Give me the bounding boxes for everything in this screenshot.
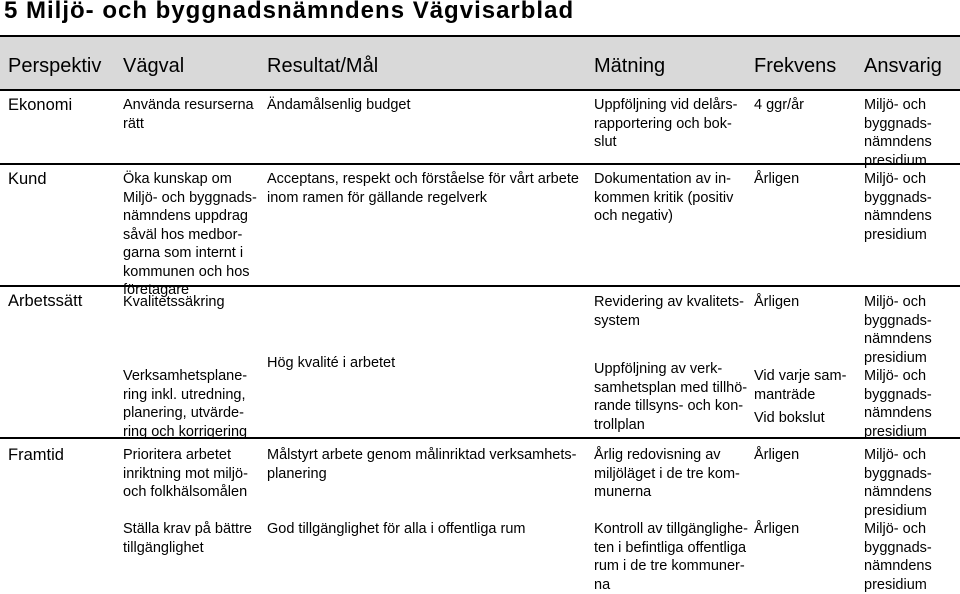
header-matning: Mätning [594,55,666,77]
frekvens-cell: Årligen [754,447,800,463]
frekvens-cell: 4 ggr/år [754,97,804,113]
ansvarig-cell: Miljö- och byggnads- nämndens presidium [864,447,932,519]
matning-cell: Årlig redovisning av miljöläget i de tre kom- munerna [594,447,740,500]
vagval-cell: Ställa krav på bättre tillgänglighet [123,521,252,556]
ansvarig-cell: Miljö- och byggnads- nämndens presidium [864,171,932,243]
header-perspektiv: Perspektiv [8,55,102,77]
header-frekvens: Frekvens [754,55,837,77]
ansvarig-cell: Miljö- och byggnads- nämndens presidium [864,368,932,440]
resultat-cell: Hög kvalité i arbetet [267,355,396,371]
vagval-cell: Verksamhetsplane- ring inkl. utredning, planering, utvärde- ring och korrigering [123,368,248,440]
ansvarig-cell: Miljö- och byggnads- nämndens presidium [864,521,932,593]
frekvens-cell: Årligen [754,521,800,537]
vagval-cell: Prioritera arbetet inriktning mot miljö- och folkhälsomålen [123,447,248,500]
ansvarig-cell: Miljö- och byggnads- nämndens presidium [864,294,932,366]
table-header-border [0,89,960,91]
frekvens-cell: Vid bokslut [754,410,825,426]
perspective-arbetssatt: Arbetssätt [8,292,83,310]
perspective-framtid: Framtid [8,446,64,464]
matning-cell: Uppföljning vid delårs- rapportering och bok- slut [594,97,738,150]
resultat-cell: Acceptans, respekt och förståelse för vårt arbete inom ramen för gällande regelverk [267,171,579,206]
perspective-kund: Kund [8,170,47,188]
frekvens-cell: Årligen [754,171,800,187]
table-top-border [0,35,960,37]
matning-cell: Dokumentation av in- kommen kritik (positiv och negativ) [594,171,734,224]
matning-cell: Uppföljning av verk- samhetsplan med tillhö- rande tillsyns- och kon- trollplan [594,361,748,433]
resultat-cell: God tillgänglighet för alla i offentliga rum [267,521,526,537]
header-resultat: Resultat/Mål [267,55,379,77]
ansvarig-cell: Miljö- och byggnads- nämndens presidium [864,97,932,169]
matning-cell: Kontroll av tillgänglighe- ten i befintliga offentliga rum i de tre kommuner- na [594,521,748,593]
matning-cell: Revidering av kvalitets- system [594,294,744,329]
page-title: 5 Miljö- och byggnadsnämndens Vägvisarblad [4,0,575,24]
vagval-cell: Öka kunskap om Miljö- och byggnads- nämndens uppdrag såväl hos medbor- garna som internt i kommunen och hos företagare [123,171,257,298]
resultat-cell: Målstyrt arbete genom målinriktad verksamhets- planering [267,447,577,482]
header-vagval: Vägval [123,55,185,77]
row-divider [0,163,960,165]
vagval-cell: Kvalitetssäkring [123,294,225,310]
header-ansvarig: Ansvarig [864,55,942,77]
vagval-cell: Använda resurserna rätt [123,97,254,132]
resultat-cell: Ändamålsenlig budget [267,97,411,113]
frekvens-cell: Årligen [754,294,800,310]
frekvens-cell: Vid varje sam- manträde [754,368,847,403]
perspective-ekonomi: Ekonomi [8,96,73,114]
